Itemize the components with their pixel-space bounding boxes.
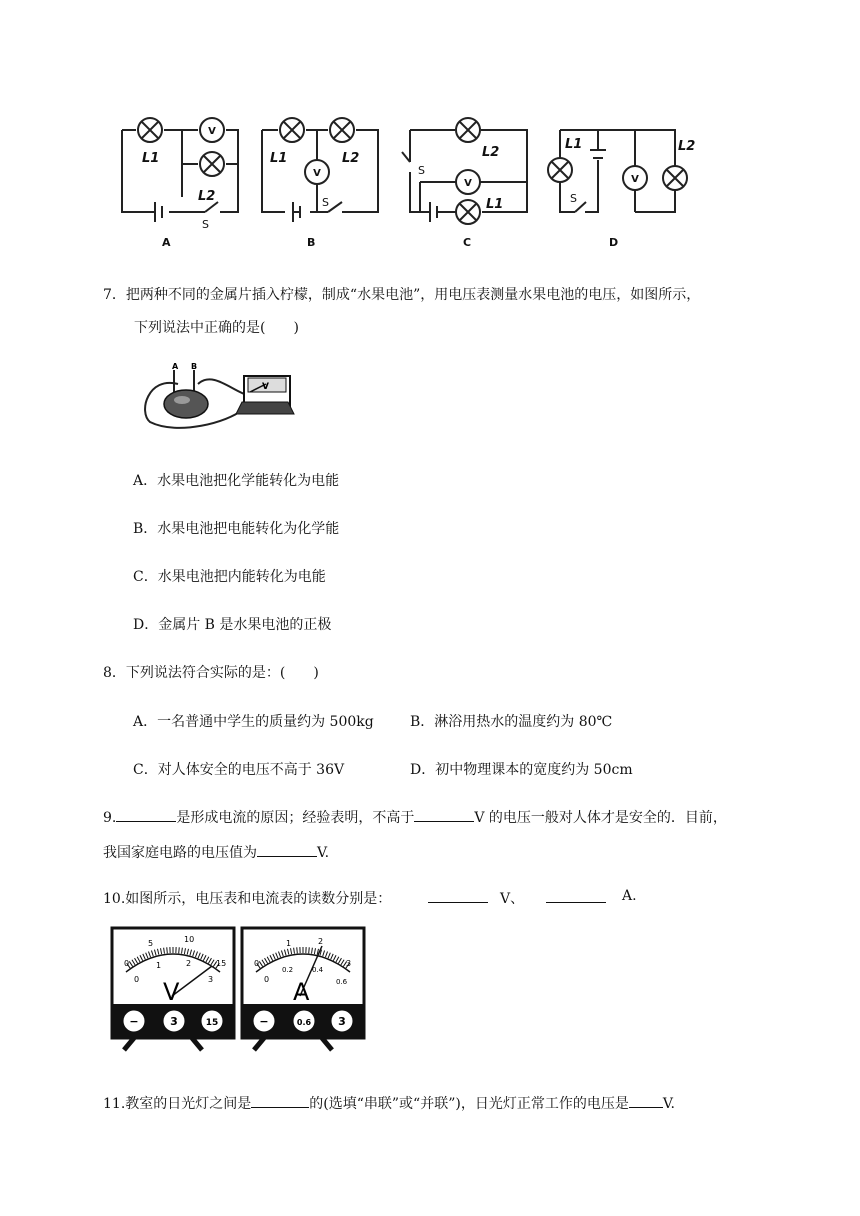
q10-blank-current[interactable] <box>546 888 606 903</box>
q8-option-c[interactable]: C．对人体安全的电压不高于 36V <box>133 762 345 778</box>
switch-label: S <box>202 218 209 231</box>
a-outer-0: 0 <box>254 959 260 968</box>
q10-unit-v: V、 <box>500 891 525 907</box>
v-inner-2: 2 <box>186 959 192 968</box>
a-outer-1: 1 <box>286 939 292 948</box>
lemon-icon <box>164 390 208 418</box>
meter-symbol: V <box>262 382 269 392</box>
fruit-battery-figure <box>138 362 298 434</box>
l1-label: L1 <box>565 137 583 152</box>
circuit-diagrams-svg <box>110 112 710 257</box>
q11-text-2: 的(选填“串联”或“并联”)，日光灯正常工作的电压是 <box>309 1096 629 1112</box>
q7-option-d[interactable]: D．金属片 B 是水果电池的正极 <box>133 617 332 633</box>
q8-option-a[interactable]: A．一名普通中学生的质量约为 500kg <box>133 714 374 730</box>
circuit-label-c: C <box>463 236 472 249</box>
a-inner-0-6: 0.6 <box>336 978 348 986</box>
v-outer-5: 5 <box>148 939 154 948</box>
switch-icon <box>402 152 410 162</box>
switch-label: S <box>418 164 425 177</box>
battery-icon <box>430 202 437 222</box>
q10-stem: 10.如图所示，电压表和电流表的读数分别是： <box>103 891 392 907</box>
voltmeter-dial <box>112 928 234 1050</box>
voltmeter-symbol: V <box>163 978 180 1006</box>
q11-text-1: 11.教室的日光灯之间是 <box>103 1096 252 1112</box>
battery-icon <box>155 202 162 222</box>
q11-blank-1[interactable] <box>251 1093 309 1108</box>
q10-unit-a: A. <box>622 888 637 904</box>
l1-label: L1 <box>486 197 504 212</box>
l2-label: L2 <box>678 139 696 154</box>
l2-label: L2 <box>482 145 500 160</box>
voltmeter-symbol: V <box>464 178 472 189</box>
metal-a-label: A <box>172 362 179 371</box>
q9-text-2: V 的电压一般对人体才是安全的．目前， <box>474 810 727 826</box>
l2-label: L2 <box>342 151 360 166</box>
a-inner-0-4: 0.4 <box>312 966 324 974</box>
q7-option-b[interactable]: B．水果电池把电能转化为化学能 <box>133 521 340 537</box>
q8-option-d[interactable]: D．初中物理课本的宽度约为 50cm <box>410 762 633 778</box>
l2-label: L2 <box>198 189 216 204</box>
q10-blank-voltage[interactable] <box>428 888 488 903</box>
q7-option-a[interactable]: A．水果电池把化学能转化为电能 <box>133 473 340 489</box>
switch-label: S <box>322 196 329 209</box>
v-outer-15: 15 <box>216 959 227 968</box>
q9-text-1: 是形成电流的原因；经验表明，不高于 <box>176 810 415 826</box>
q11-line <box>103 1093 675 1113</box>
circuit-a <box>122 118 238 222</box>
meters-figure <box>110 926 370 1054</box>
v-outer-0: 0 <box>124 959 130 968</box>
a-terminal-3-label: 3 <box>338 1015 346 1028</box>
a-inner-0: 0 <box>264 975 270 984</box>
a-inner-0-2: 0.2 <box>282 966 294 974</box>
q8-stem: 8．下列说法符合实际的是：( ) <box>103 665 319 681</box>
q9-number: 9. <box>103 810 117 826</box>
v-inner-1: 1 <box>156 961 162 970</box>
switch-icon <box>328 202 342 212</box>
voltmeter-symbol: V <box>631 174 639 185</box>
voltmeter-symbol: V <box>313 168 321 179</box>
q7-stem-line1: 7．把两种不同的金属片插入柠檬，制成“水果电池”，用电压表测量水果电池的电压，如图所示， <box>103 287 701 303</box>
a-outer-3: 3 <box>346 959 352 968</box>
v-terminal-3-label: 3 <box>170 1015 178 1028</box>
l1-label: L1 <box>270 151 288 166</box>
v-inner-3: 3 <box>208 975 214 984</box>
v-terminal-negative-label: − <box>129 1015 139 1028</box>
q9-text-4: V. <box>317 845 330 861</box>
a-outer-2: 2 <box>318 937 324 946</box>
q9-line1 <box>103 807 727 827</box>
battery-icon <box>590 150 606 158</box>
v-inner-0: 0 <box>134 975 140 984</box>
l1-label: L1 <box>142 151 160 166</box>
v-outer-10: 10 <box>184 935 195 944</box>
metal-b-label: B <box>191 362 198 371</box>
q9-text-3: 我国家庭电路的电压值为 <box>103 845 257 861</box>
ammeter-dial <box>242 928 364 1050</box>
q7-option-c[interactable]: C．水果电池把内能转化为电能 <box>133 569 326 585</box>
a-terminal-0-6-label: 0.6 <box>296 1018 312 1027</box>
circuit-label-a: A <box>162 236 171 249</box>
q8-option-b[interactable]: B．淋浴用热水的温度约为 80℃ <box>410 714 613 730</box>
fruit-battery-svg <box>138 362 298 434</box>
q9-blank-2[interactable] <box>414 807 474 822</box>
switch-label: S <box>570 192 577 205</box>
ammeter-symbol: A <box>293 978 310 1006</box>
q11-blank-2[interactable] <box>629 1093 663 1108</box>
a-terminal-negative-label: − <box>259 1015 269 1028</box>
circuit-label-b: B <box>307 236 316 249</box>
q9-blank-1[interactable] <box>116 807 176 822</box>
q9-line2 <box>103 842 329 862</box>
circuit-diagrams <box>110 112 710 257</box>
v-terminal-15-label: 15 <box>205 1018 219 1028</box>
q7-stem-line2: 下列说法中正确的是( ) <box>134 320 299 336</box>
meters-svg <box>110 926 370 1054</box>
q11-text-3: V. <box>662 1096 675 1112</box>
voltmeter-symbol: V <box>208 126 216 137</box>
circuit-label-d: D <box>609 236 619 249</box>
q9-blank-3[interactable] <box>257 842 317 857</box>
